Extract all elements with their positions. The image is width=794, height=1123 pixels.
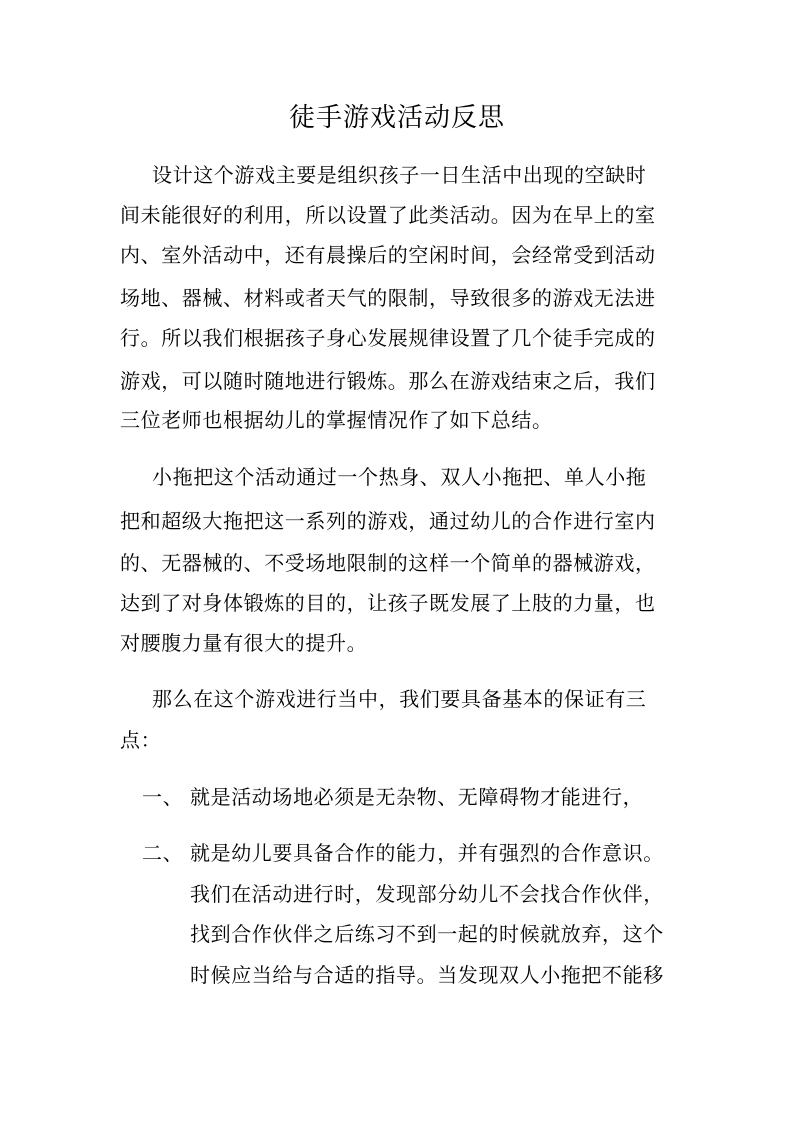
document-title: 徒手游戏活动反思 (288, 103, 505, 133)
paragraph-1-line-5: 行。所以我们根据孩子身心发展规律设置了几个徒手完成的 (120, 326, 656, 350)
paragraph-2-line-3: 的、无器械的、不受场地限制的这样一个简单的器械游戏， (120, 551, 656, 575)
paragraph-1-line-1: 设计这个游戏主要是组织孩子一日生活中出现的空缺时 (152, 163, 647, 187)
list-item-1-marker: 一、 (142, 785, 184, 809)
list-item-2-line-2: 我们在活动进行时，发现部分幼儿不会找合作伙伴， (190, 882, 664, 906)
paragraph-1-line-6: 游戏，可以随时随地进行锻炼。那么在游戏结束之后，我们 (120, 369, 656, 393)
paragraph-3-line-2: 点： (120, 728, 162, 752)
paragraph-1-line-7: 三位老师也根据幼儿的掌握情况作了如下总结。 (120, 408, 553, 432)
paragraph-1-line-4: 场地、器械、材料或者天气的限制，导致很多的游戏无法进 (120, 286, 656, 310)
paragraph-1-line-3: 内、室外活动中，还有晨操后的空闲时间，会经常受到活动 (120, 243, 656, 267)
paragraph-2-line-2: 把和超级大拖把这一系列的游戏，通过幼儿的合作进行室内 (120, 509, 656, 533)
paragraph-2-line-1: 小拖把这个活动通过一个热身、双人小拖把、单人小拖 (152, 465, 647, 489)
paragraph-2-line-4: 达到了对身体锻炼的目的，让孩子既发展了上肢的力量，也 (120, 591, 656, 615)
list-item-2-marker: 二、 (142, 841, 184, 865)
list-item-2-line-3: 找到合作伙伴之后练习不到一起的时候就放弃，这个 (190, 922, 664, 946)
list-item-2-line-1: 就是幼儿要具备合作的能力，并有强烈的合作意识。 (190, 841, 664, 865)
paragraph-2-line-5: 对腰腹力量有很大的提升。 (120, 631, 368, 655)
list-item-1-line-1: 就是活动场地必须是无杂物、无障碍物才能进行， (190, 785, 644, 809)
paragraph-3-line-1: 那么在这个游戏进行当中，我们要具备基本的保证有三 (152, 687, 647, 711)
paragraph-1-line-2: 间未能很好的利用，所以设置了此类活动。因为在早上的室 (120, 203, 656, 227)
list-item-2-line-4: 时候应当给与合适的指导。当发现双人小拖把不能移 (190, 963, 664, 987)
